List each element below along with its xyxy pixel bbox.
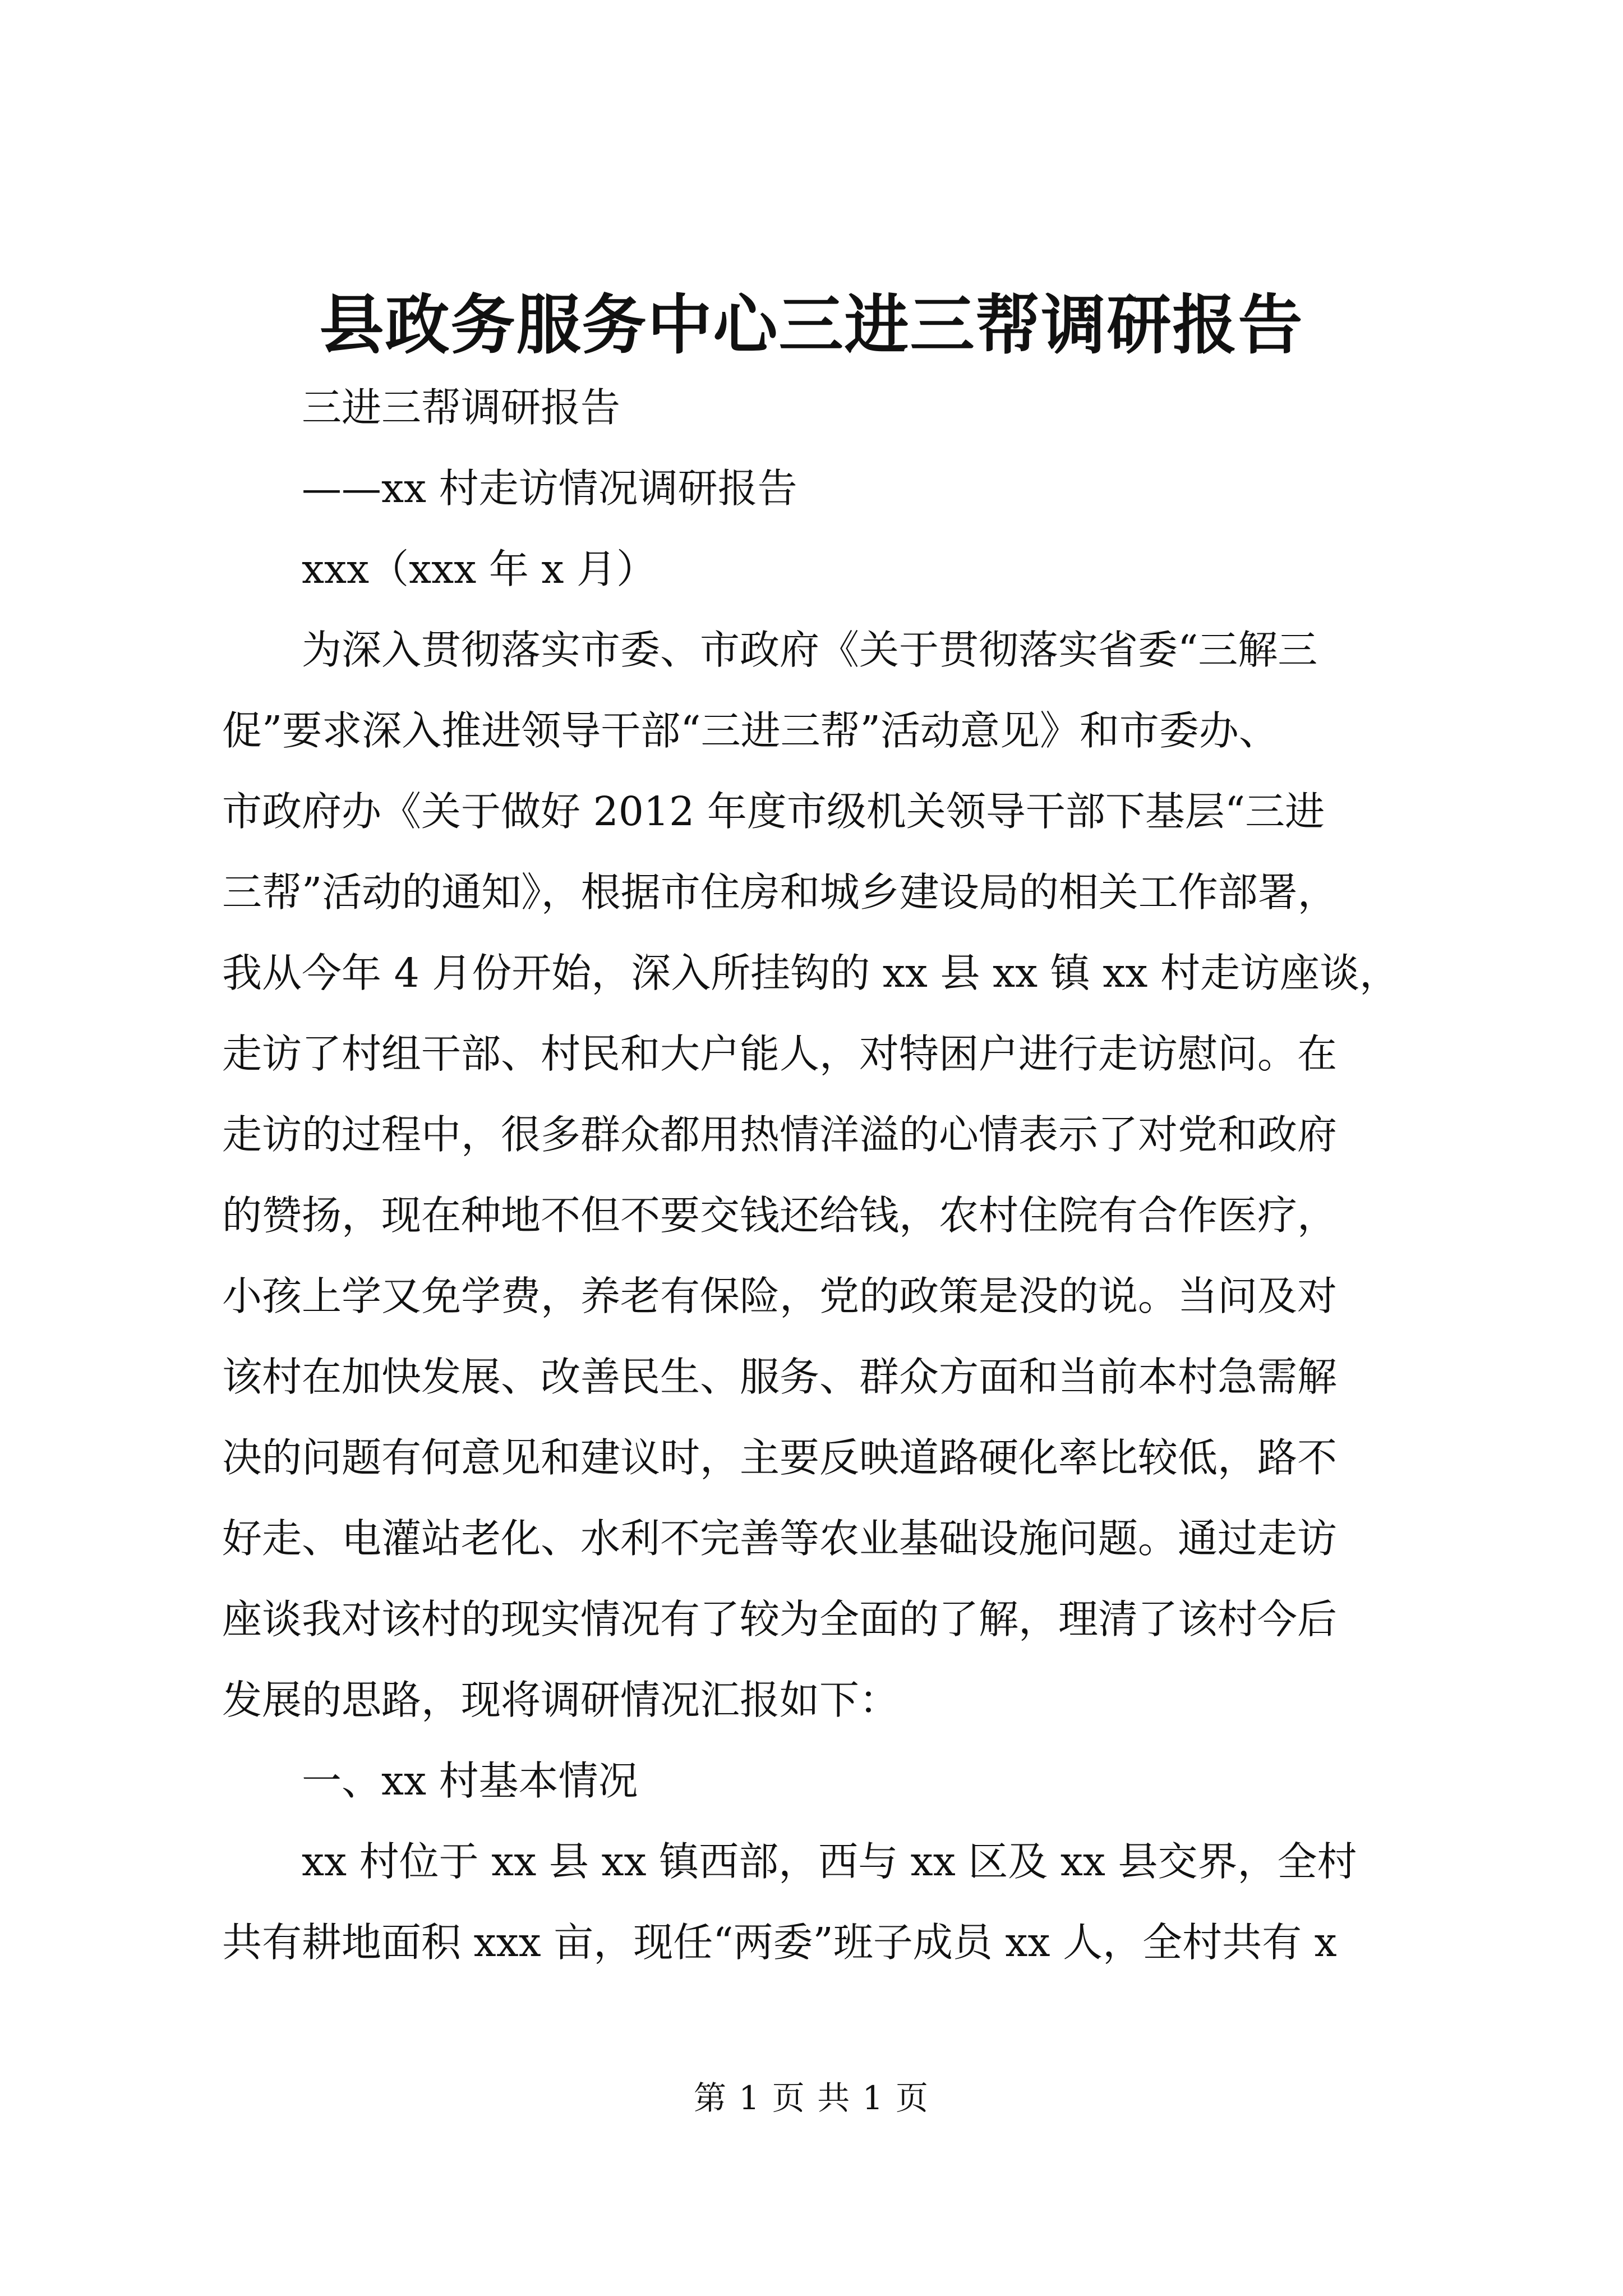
document-body (222, 367, 1422, 1983)
paragraph-line: 为深入贯彻落实市委、市政府《关于贯彻落实省委“三解三 (302, 627, 1318, 673)
paragraph-line: 三帮”活动的通知》，根据市住房和城乡建设局的相关工作部署， (222, 869, 1338, 915)
paragraph-line: 走访了村组干部、村民和大户能人，对特困户进行走访慰问。在 (222, 1030, 1338, 1077)
document-title: 县政务服务中心三进三帮调研报告 (319, 287, 1304, 363)
paragraph-line: 我从今年 4 月份开始，深入所挂钩的 xx 县 xx 镇 xx 村走访座谈， (222, 950, 1399, 996)
paragraph-line: 座谈我对该村的现实情况有了较为全面的了解，理清了该村今后 (222, 1596, 1338, 1642)
paragraph-line: xx 村位于 xx 县 xx 镇西部，西与 xx 区及 xx 县交界，全村 (302, 1838, 1357, 1885)
report-byline: xxx（xxx 年 x 月） (302, 546, 656, 592)
paragraph-line: 的赞扬，现在种地不但不要交钱还给钱，农村住院有合作医疗， (222, 1192, 1338, 1239)
paragraph-line: 促”要求深入推进领导干部“三进三帮”活动意见》和市委办、 (222, 707, 1279, 754)
paragraph-line: 发展的思路，现将调研情况汇报如下： (222, 1677, 900, 1723)
paragraph-line: 走访的过程中，很多群众都用热情洋溢的心情表示了对党和政府 (222, 1111, 1338, 1158)
paragraph-line: 该村在加快发展、改善民生、服务、群众方面和当前本村急需解 (222, 1354, 1338, 1400)
report-subheading: ——xx 村走访情况调研报告 (302, 465, 797, 512)
report-subtitle: 三进三帮调研报告 (302, 384, 621, 431)
paragraph-line: 小孩上学又免学费，养老有保险，党的政策是没的说。当问及对 (222, 1273, 1338, 1319)
paragraph-line: 市政府办《关于做好 2012 年度市级机关领导干部下基层“三进 (222, 788, 1325, 835)
section-heading: 一、xx 村基本情况 (302, 1757, 638, 1804)
page-footer: 第 1 页 共 1 页 (694, 2079, 929, 2117)
paragraph-line: 共有耕地面积 xxx 亩，现任“两委”班子成员 xx 人，全村共有 x (222, 1919, 1337, 1966)
paragraph-line: 好走、电灌站老化、水利不完善等农业基础设施问题。通过走访 (222, 1515, 1338, 1562)
paragraph-line: 决的问题有何意见和建议时，主要反映道路硬化率比较低，路不 (222, 1434, 1338, 1481)
